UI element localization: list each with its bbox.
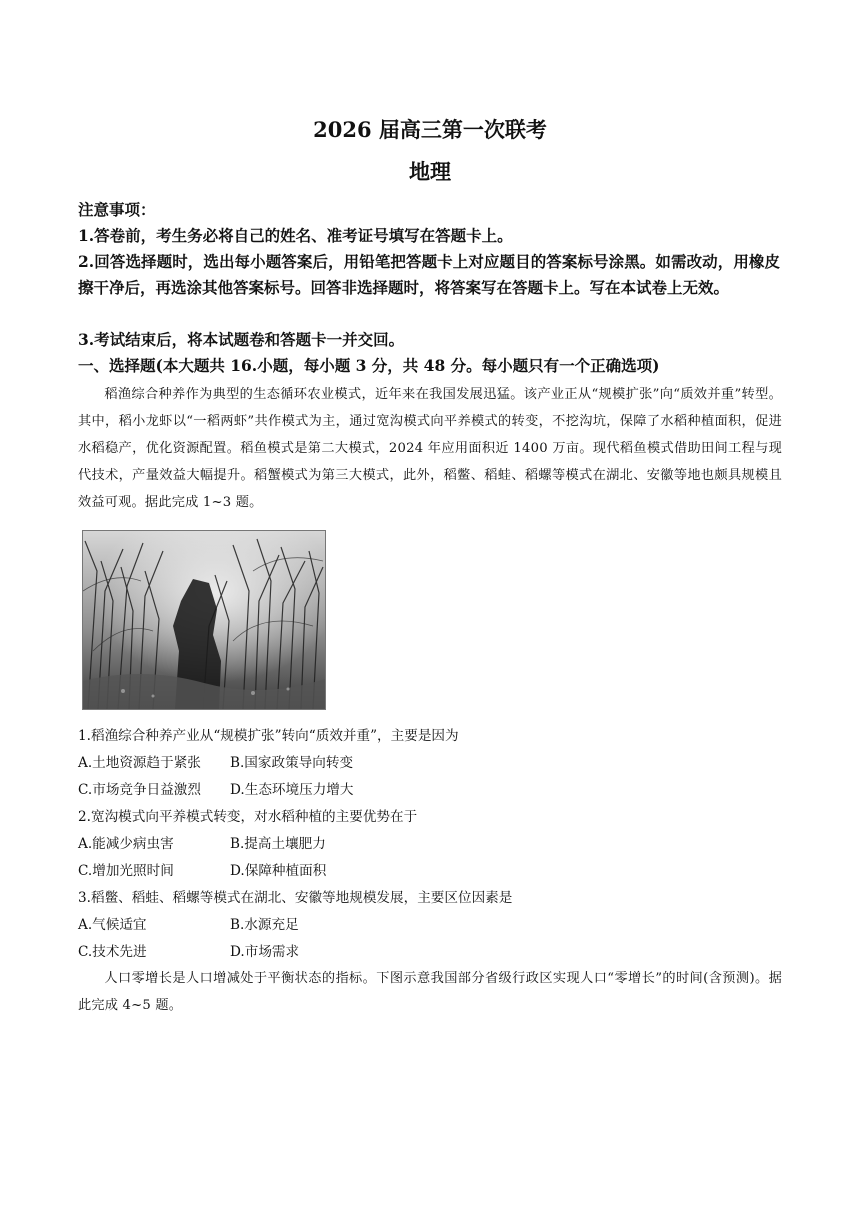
notice-item-3: 3.考试结束后，将本试题卷和答题卡一并交回。 — [78, 330, 405, 349]
question-1-option-d: D.生态环境压力增大 — [230, 782, 354, 798]
question-1-stem: 1.稻渔综合种养产业从“规模扩张”转向“质效并重”，主要是因为 — [78, 728, 459, 744]
rice-field-photo-image — [83, 531, 325, 709]
question-2-stem: 2.宽沟模式向平养模式转变，对水稻种植的主要优势在于 — [78, 809, 418, 825]
notice-item-1: 1.答卷前，考生务必将自己的姓名、准考证号填写在答题卡上。 — [78, 226, 513, 245]
question-3-option-b: B.水源充足 — [230, 917, 299, 933]
question-2-option-d: D.保障种植面积 — [230, 863, 327, 879]
question-1-option-c: C.市场竞争日益激烈 — [78, 782, 201, 798]
question-3-option-a: A.气候适宜 — [78, 917, 147, 933]
question-2-option-a: A.能减少病虫害 — [78, 836, 174, 852]
exam-title: 2026 届高三第一次联考 — [313, 117, 547, 142]
passage-1: 稻渔综合种养作为典型的生态循环农业模式，近年来在我国发展迅猛。该产业正从“规模扩张”向“质效并重”转型。其中，稻小龙虾以“一稻两虾”共作模式为主，通过宽沟模式向平养模式的转变，不挖沟坑，保障了水稻种植面积，促进水稻稳产，优化资源配置。稻鱼模式是第二大模式，2024 年应用面积近 1400 万亩。现代稻鱼模式借助田间工程与现代技术，产量效益大幅提升。稻蟹模式为第三大模式，此外，稻鳖、稻蛙、稻螺等模式在湖北、安徽等地也颇具规模且效益可观。据此完成 1~3 题。 — [78, 387, 782, 510]
question-1-option-a: A.土地资源趋于紧张 — [78, 755, 201, 771]
question-1-option-b: B.国家政策导向转变 — [230, 755, 354, 771]
question-3-option-c: C.技术先进 — [78, 944, 147, 960]
passage-2: 人口零增长是人口增减处于平衡状态的指标。下图示意我国部分省级行政区实现人口“零增长”的时间(含预测)。据此完成 4~5 题。 — [78, 971, 782, 1013]
notice-heading: 注意事项： — [78, 200, 156, 219]
section-heading: 一、选择题(本大题共 16.小题，每小题 3 分，共 48 分。每小题只有一个正确选项) — [78, 356, 660, 375]
question-3-stem: 3.稻鳖、稻蛙、稻螺等模式在湖北、安徽等地规模发展，主要区位因素是 — [78, 890, 513, 906]
exam-subject: 地理 — [409, 159, 451, 184]
notice-item-2: 2.回答选择题时，选出每小题答案后，用铅笔把答题卡上对应题目的答案标号涂黑。如需改动，用橡皮擦干净后，再选涂其他答案标号。回答非选择题时，将答案写在答题卡上。写在本试卷上无效。 — [78, 252, 780, 297]
question-2-option-b: B.提高土壤肥力 — [230, 836, 326, 852]
question-2-option-c: C.增加光照时间 — [78, 863, 174, 879]
question-3-option-d: D.市场需求 — [230, 944, 300, 960]
rice-field-photo — [82, 530, 326, 710]
